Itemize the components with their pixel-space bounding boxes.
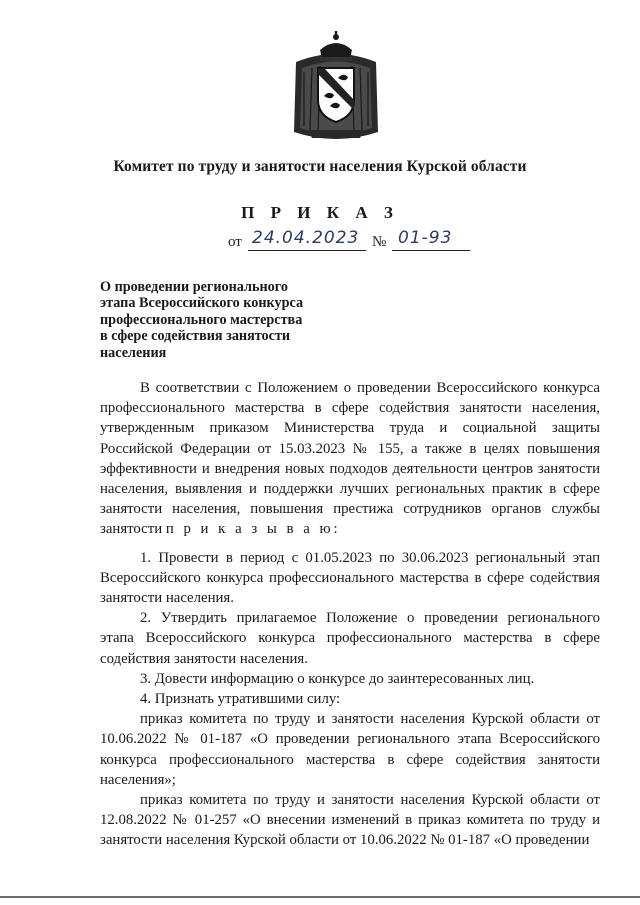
preamble-paragraph	[100, 378, 600, 540]
order-title: П Р И К А З	[241, 203, 399, 222]
number-underline	[392, 250, 470, 251]
order-body	[100, 378, 600, 851]
item-4: 4. Признать утратившими силу:	[140, 691, 341, 708]
date-underline	[248, 250, 366, 251]
item-2: 2. Утвердить прилагаемое Положение о проведении регионального этапа Всероссийского конкурса профессионального мастерства в сфере содействия занятости населения.	[100, 610, 600, 667]
item-3: 3. Довести информацию о конкурсе до заинтересованных лиц.	[140, 670, 535, 687]
preamble-text: В соответствии с Положением о проведении Всероссийского конкурса профессионального мастерства в сфере содействия занятости населения, утвержденным приказом Министерства труда и социальной защиты Российской Федерации от 15.03.2023 № 155, а также в целях повышения эффективности и внедрения новых подходов деятельности центров занятости населения, выявления и поддержки лучших региональных практик в сфере занятости населения, повышения престижа сотрудников органов службы занятости	[100, 380, 600, 538]
committee-heading: Комитет по труду и занятости населения Курской области	[113, 158, 527, 175]
subject-line: в сфере содействия занятости	[100, 328, 291, 345]
item-1: 1. Провести в период с 01.05.2023 по 30.06.2023 региональный этап Всероссийского конкурса профессионального мастерства в сфере содействия занятости населения.	[100, 549, 600, 607]
scan-edge-line	[0, 896, 640, 898]
kursk-coat-of-arms-icon	[290, 28, 382, 146]
item-4b: приказ комитета по труду и занятости населения Курской области от 12.08.2022 № 01-257 «О внесении изменений в приказ комитета по труду и занятости населения Курской области от 10.06.2022 № 01-187 «О проведении	[100, 792, 600, 849]
prikazyvayu-word: п р и к а з ы в а ю:	[165, 521, 341, 538]
number-prefix: №	[372, 234, 387, 250]
subject-line: этапа Всероссийского конкурса	[100, 295, 304, 312]
subject-line: профессионального мастерства	[100, 311, 303, 328]
order-subject	[100, 279, 360, 361]
number-handwritten: 01-93	[398, 228, 453, 248]
date-handwritten: 24.04.2023	[252, 228, 360, 248]
subject-line: О проведении регионального	[100, 279, 288, 295]
subject-line: населения	[100, 344, 167, 361]
item-4a: приказ комитета по труду и занятости населения Курской области от 10.06.2022 № 01-187 «О проведении регионального этапа Всероссийского конкурса профессионального мастерства в сфере содействия занятости населения»;	[100, 711, 600, 788]
date-prefix: от	[228, 234, 242, 250]
order-dateline	[228, 230, 488, 254]
